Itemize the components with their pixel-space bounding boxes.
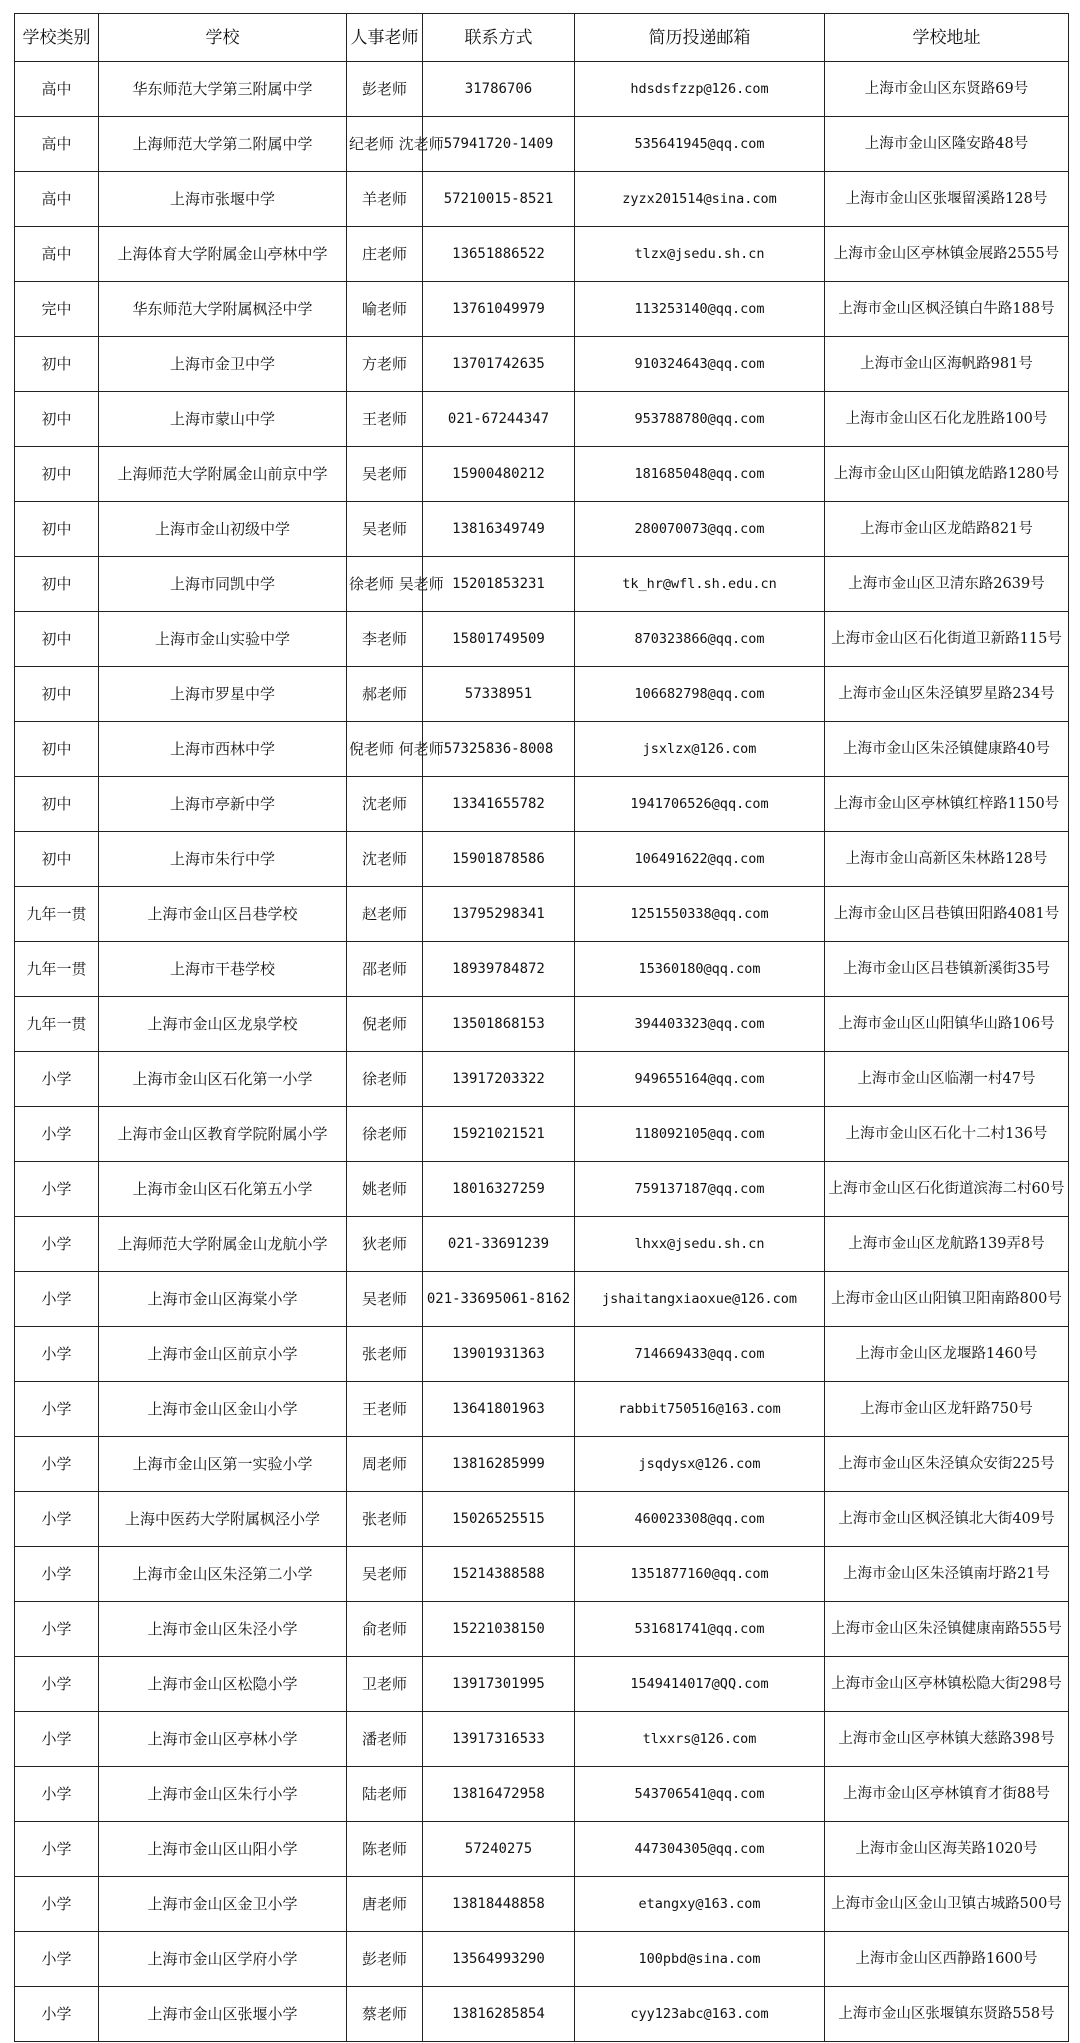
- resume-email-cell: jshaitangxiaoxue@126.com: [575, 1272, 825, 1327]
- school-type-cell: 小学: [15, 1107, 99, 1162]
- school-name-cell: 上海市金山区海棠小学: [99, 1272, 347, 1327]
- school-address-cell: 上海市金山区山阳镇卫阳南路800号: [825, 1272, 1069, 1327]
- school-address-cell: 上海市金山区石化十二村136号: [825, 1107, 1069, 1162]
- school-name-cell: 上海市金山实验中学: [99, 612, 347, 667]
- school-type-cell: 小学: [15, 1052, 99, 1107]
- school-type-cell: 小学: [15, 1822, 99, 1877]
- resume-email-cell: etangxy@163.com: [575, 1877, 825, 1932]
- school-type-cell: 小学: [15, 1437, 99, 1492]
- school-name-cell: 上海市金山区张堰小学: [99, 1987, 347, 2042]
- table-row: [15, 447, 1069, 502]
- resume-email-cell: jsqdysx@126.com: [575, 1437, 825, 1492]
- school-name-cell: 上海市同凯中学: [99, 557, 347, 612]
- resume-email-cell: cyy123abc@163.com: [575, 1987, 825, 2042]
- header-hr-teacher: 人事老师: [347, 14, 423, 62]
- hr-teacher-cell: 倪老师: [347, 997, 423, 1052]
- school-name-cell: 上海市金山区龙泉学校: [99, 997, 347, 1052]
- hr-teacher-cell: 纪老师 沈老师: [347, 117, 423, 172]
- hr-teacher-cell: 王老师: [347, 1382, 423, 1437]
- school-address-cell: 上海市金山区东贤路69号: [825, 62, 1069, 117]
- hr-teacher-cell: 倪老师 何老师: [347, 722, 423, 777]
- table-row: [15, 832, 1069, 887]
- contact-phone-cell: 13816285854: [423, 1987, 575, 2042]
- school-type-cell: 小学: [15, 1492, 99, 1547]
- table-row: [15, 777, 1069, 832]
- school-address-cell: 上海市金山区海帆路981号: [825, 337, 1069, 392]
- school-name-cell: 上海市金山区亭林小学: [99, 1712, 347, 1767]
- school-address-cell: 上海市金山区亭林镇金展路2555号: [825, 227, 1069, 282]
- resume-email-cell: 953788780@qq.com: [575, 392, 825, 447]
- table-row: [15, 557, 1069, 612]
- school-address-cell: 上海市金山区龙航路139弄8号: [825, 1217, 1069, 1272]
- hr-teacher-cell: 周老师: [347, 1437, 423, 1492]
- school-name-cell: 上海市金山区第一实验小学: [99, 1437, 347, 1492]
- school-address-cell: 上海市金山区龙皓路821号: [825, 502, 1069, 557]
- contact-phone-cell: 31786706: [423, 62, 575, 117]
- school-name-cell: 上海市张堰中学: [99, 172, 347, 227]
- resume-email-cell: 1549414017@QQ.com: [575, 1657, 825, 1712]
- school-name-cell: 上海中医药大学附属枫泾小学: [99, 1492, 347, 1547]
- hr-teacher-cell: 陈老师: [347, 1822, 423, 1877]
- school-address-cell: 上海市金山区朱泾镇健康南路555号: [825, 1602, 1069, 1657]
- table-row: [15, 392, 1069, 447]
- table-row: [15, 1327, 1069, 1382]
- school-type-cell: 九年一贯: [15, 942, 99, 997]
- hr-teacher-cell: 李老师: [347, 612, 423, 667]
- contact-phone-cell: 13651886522: [423, 227, 575, 282]
- contact-phone-cell: 13816472958: [423, 1767, 575, 1822]
- contact-phone-cell: 13564993290: [423, 1932, 575, 1987]
- hr-teacher-cell: 卫老师: [347, 1657, 423, 1712]
- hr-teacher-cell: 姚老师: [347, 1162, 423, 1217]
- school-name-cell: 上海市金山区教育学院附属小学: [99, 1107, 347, 1162]
- resume-email-cell: 15360180@qq.com: [575, 942, 825, 997]
- school-name-cell: 上海市金山区朱行小学: [99, 1767, 347, 1822]
- school-address-cell: 上海市金山区山阳镇华山路106号: [825, 997, 1069, 1052]
- table-body: [15, 62, 1069, 2042]
- table-row: [15, 1052, 1069, 1107]
- contact-phone-cell: 13917316533: [423, 1712, 575, 1767]
- table-row: [15, 337, 1069, 392]
- table-row: [15, 282, 1069, 337]
- contact-phone-cell: 13816349749: [423, 502, 575, 557]
- school-type-cell: 完中: [15, 282, 99, 337]
- resume-email-cell: jsxlzx@126.com: [575, 722, 825, 777]
- school-type-cell: 初中: [15, 447, 99, 502]
- school-name-cell: 上海市亭新中学: [99, 777, 347, 832]
- school-type-cell: 小学: [15, 1382, 99, 1437]
- resume-email-cell: tlzx@jsedu.sh.cn: [575, 227, 825, 282]
- resume-email-cell: tlxxrs@126.com: [575, 1712, 825, 1767]
- header-school-type: 学校类别: [15, 14, 99, 62]
- school-type-cell: 初中: [15, 667, 99, 722]
- school-name-cell: 上海师范大学附属金山龙航小学: [99, 1217, 347, 1272]
- resume-email-cell: 535641945@qq.com: [575, 117, 825, 172]
- contact-phone-cell: 18016327259: [423, 1162, 575, 1217]
- header-resume-email: 简历投递邮箱: [575, 14, 825, 62]
- contact-phone-cell: 13901931363: [423, 1327, 575, 1382]
- school-type-cell: 高中: [15, 172, 99, 227]
- school-type-cell: 小学: [15, 1602, 99, 1657]
- school-contact-table: [14, 13, 1069, 2042]
- school-address-cell: 上海市金山区隆安路48号: [825, 117, 1069, 172]
- resume-email-cell: 181685048@qq.com: [575, 447, 825, 502]
- school-name-cell: 上海市金山区吕巷学校: [99, 887, 347, 942]
- school-type-cell: 高中: [15, 117, 99, 172]
- school-type-cell: 九年一贯: [15, 997, 99, 1052]
- school-type-cell: 小学: [15, 1162, 99, 1217]
- school-name-cell: 上海师范大学附属金山前京中学: [99, 447, 347, 502]
- hr-teacher-cell: 狄老师: [347, 1217, 423, 1272]
- resume-email-cell: 460023308@qq.com: [575, 1492, 825, 1547]
- school-address-cell: 上海市金山区枫泾镇北大街409号: [825, 1492, 1069, 1547]
- school-address-cell: 上海市金山区朱泾镇南圩路21号: [825, 1547, 1069, 1602]
- school-name-cell: 华东师范大学附属枫泾中学: [99, 282, 347, 337]
- table-row: [15, 667, 1069, 722]
- hr-teacher-cell: 方老师: [347, 337, 423, 392]
- contact-phone-cell: 57240275: [423, 1822, 575, 1877]
- table-row: [15, 1547, 1069, 1602]
- resume-email-cell: 106682798@qq.com: [575, 667, 825, 722]
- school-name-cell: 上海市金山区石化第五小学: [99, 1162, 347, 1217]
- school-name-cell: 上海体育大学附属金山亭林中学: [99, 227, 347, 282]
- school-address-cell: 上海市金山区吕巷镇新溪街35号: [825, 942, 1069, 997]
- contact-phone-cell: 57325836-8008: [423, 722, 575, 777]
- hr-teacher-cell: 徐老师: [347, 1052, 423, 1107]
- contact-phone-cell: 15201853231: [423, 557, 575, 612]
- contact-phone-cell: 15921021521: [423, 1107, 575, 1162]
- table-row: [15, 1987, 1069, 2042]
- hr-teacher-cell: 俞老师: [347, 1602, 423, 1657]
- table-row: [15, 1932, 1069, 1987]
- resume-email-cell: 910324643@qq.com: [575, 337, 825, 392]
- contact-phone-cell: 15214388588: [423, 1547, 575, 1602]
- table-row: [15, 1382, 1069, 1437]
- resume-email-cell: 759137187@qq.com: [575, 1162, 825, 1217]
- school-name-cell: 上海市金山初级中学: [99, 502, 347, 557]
- resume-email-cell: 870323866@qq.com: [575, 612, 825, 667]
- school-address-cell: 上海市金山区吕巷镇田阳路4081号: [825, 887, 1069, 942]
- resume-email-cell: 1351877160@qq.com: [575, 1547, 825, 1602]
- school-type-cell: 小学: [15, 1272, 99, 1327]
- hr-teacher-cell: 沈老师: [347, 777, 423, 832]
- resume-email-cell: 100pbd@sina.com: [575, 1932, 825, 1987]
- school-type-cell: 初中: [15, 337, 99, 392]
- resume-email-cell: tk_hr@wfl.sh.edu.cn: [575, 557, 825, 612]
- table-row: [15, 1107, 1069, 1162]
- hr-teacher-cell: 潘老师: [347, 1712, 423, 1767]
- school-name-cell: 上海市金山区松隐小学: [99, 1657, 347, 1712]
- contact-phone-cell: 15801749509: [423, 612, 575, 667]
- hr-teacher-cell: 喻老师: [347, 282, 423, 337]
- school-type-cell: 初中: [15, 612, 99, 667]
- header-school-address: 学校地址: [825, 14, 1069, 62]
- contact-phone-cell: 021-33695061-8162: [423, 1272, 575, 1327]
- school-type-cell: 小学: [15, 1877, 99, 1932]
- hr-teacher-cell: 张老师: [347, 1327, 423, 1382]
- school-address-cell: 上海市金山区石化街道卫新路115号: [825, 612, 1069, 667]
- hr-teacher-cell: 庄老师: [347, 227, 423, 282]
- school-type-cell: 小学: [15, 1987, 99, 2042]
- resume-email-cell: 531681741@qq.com: [575, 1602, 825, 1657]
- resume-email-cell: 113253140@qq.com: [575, 282, 825, 337]
- school-address-cell: 上海市金山区临潮一村47号: [825, 1052, 1069, 1107]
- table-row: [15, 1657, 1069, 1712]
- school-name-cell: 上海师范大学第二附属中学: [99, 117, 347, 172]
- contact-phone-cell: 13701742635: [423, 337, 575, 392]
- table-row: [15, 1217, 1069, 1272]
- contact-phone-cell: 13917203322: [423, 1052, 575, 1107]
- school-name-cell: 上海市干巷学校: [99, 942, 347, 997]
- resume-email-cell: 714669433@qq.com: [575, 1327, 825, 1382]
- resume-email-cell: 118092105@qq.com: [575, 1107, 825, 1162]
- school-address-cell: 上海市金山区亭林镇红梓路1150号: [825, 777, 1069, 832]
- school-name-cell: 上海市金山区朱泾小学: [99, 1602, 347, 1657]
- table-row: [15, 722, 1069, 777]
- table-row: [15, 1877, 1069, 1932]
- school-name-cell: 上海市蒙山中学: [99, 392, 347, 447]
- school-address-cell: 上海市金山区亭林镇松隐大街298号: [825, 1657, 1069, 1712]
- school-address-cell: 上海市金山区金山卫镇古城路500号: [825, 1877, 1069, 1932]
- school-type-cell: 初中: [15, 502, 99, 557]
- contact-phone-cell: 13501868153: [423, 997, 575, 1052]
- table-row: [15, 1492, 1069, 1547]
- table-row: [15, 942, 1069, 997]
- hr-teacher-cell: 蔡老师: [347, 1987, 423, 2042]
- school-type-cell: 高中: [15, 227, 99, 282]
- resume-email-cell: hdsdsfzzp@126.com: [575, 62, 825, 117]
- school-name-cell: 上海市朱行中学: [99, 832, 347, 887]
- table-row: [15, 227, 1069, 282]
- contact-phone-cell: 13917301995: [423, 1657, 575, 1712]
- hr-teacher-cell: 赵老师: [347, 887, 423, 942]
- school-name-cell: 上海市西林中学: [99, 722, 347, 777]
- resume-email-cell: 280070073@qq.com: [575, 502, 825, 557]
- contact-phone-cell: 57338951: [423, 667, 575, 722]
- hr-teacher-cell: 彭老师: [347, 1932, 423, 1987]
- hr-teacher-cell: 吴老师: [347, 1547, 423, 1602]
- resume-email-cell: rabbit750516@163.com: [575, 1382, 825, 1437]
- hr-teacher-cell: 吴老师: [347, 1272, 423, 1327]
- school-address-cell: 上海市金山区枫泾镇白牛路188号: [825, 282, 1069, 337]
- hr-teacher-cell: 徐老师 吴老师: [347, 557, 423, 612]
- school-type-cell: 小学: [15, 1932, 99, 1987]
- school-name-cell: 上海市金山区金山小学: [99, 1382, 347, 1437]
- school-type-cell: 小学: [15, 1712, 99, 1767]
- contact-phone-cell: 57941720-1409: [423, 117, 575, 172]
- contact-phone-cell: 13761049979: [423, 282, 575, 337]
- school-address-cell: 上海市金山区龙轩路750号: [825, 1382, 1069, 1437]
- contact-phone-cell: 13818448858: [423, 1877, 575, 1932]
- contact-phone-cell: 021-67244347: [423, 392, 575, 447]
- school-name-cell: 上海市金山区石化第一小学: [99, 1052, 347, 1107]
- hr-teacher-cell: 张老师: [347, 1492, 423, 1547]
- school-name-cell: 上海市金卫中学: [99, 337, 347, 392]
- school-name-cell: 华东师范大学第三附属中学: [99, 62, 347, 117]
- school-address-cell: 上海市金山区张堰镇东贤路558号: [825, 1987, 1069, 2042]
- table-row: [15, 117, 1069, 172]
- school-type-cell: 高中: [15, 62, 99, 117]
- school-address-cell: 上海市金山区西静路1600号: [825, 1932, 1069, 1987]
- contact-phone-cell: 13795298341: [423, 887, 575, 942]
- resume-email-cell: zyzx201514@sina.com: [575, 172, 825, 227]
- school-name-cell: 上海市罗星中学: [99, 667, 347, 722]
- contact-phone-cell: 15026525515: [423, 1492, 575, 1547]
- school-name-cell: 上海市金山区学府小学: [99, 1932, 347, 1987]
- school-type-cell: 九年一贯: [15, 887, 99, 942]
- contact-phone-cell: 57210015-8521: [423, 172, 575, 227]
- table-row: [15, 997, 1069, 1052]
- school-type-cell: 小学: [15, 1657, 99, 1712]
- table-row: [15, 887, 1069, 942]
- header-school: 学校: [99, 14, 347, 62]
- school-address-cell: 上海市金山区亭林镇育才街88号: [825, 1767, 1069, 1822]
- table-row: [15, 502, 1069, 557]
- resume-email-cell: 1941706526@qq.com: [575, 777, 825, 832]
- school-address-cell: 上海市金山区朱泾镇健康路40号: [825, 722, 1069, 777]
- table-row: [15, 1437, 1069, 1492]
- school-name-cell: 上海市金山区前京小学: [99, 1327, 347, 1382]
- hr-teacher-cell: 徐老师: [347, 1107, 423, 1162]
- header-row: [15, 14, 1069, 62]
- header-contact: 联系方式: [423, 14, 575, 62]
- school-address-cell: 上海市金山区海芙路1020号: [825, 1822, 1069, 1877]
- school-address-cell: 上海市金山区张堰留溪路128号: [825, 172, 1069, 227]
- resume-email-cell: lhxx@jsedu.sh.cn: [575, 1217, 825, 1272]
- school-type-cell: 小学: [15, 1217, 99, 1272]
- hr-teacher-cell: 王老师: [347, 392, 423, 447]
- school-address-cell: 上海市金山高新区朱林路128号: [825, 832, 1069, 887]
- resume-email-cell: 106491622@qq.com: [575, 832, 825, 887]
- table-row: [15, 1602, 1069, 1657]
- hr-teacher-cell: 邵老师: [347, 942, 423, 997]
- resume-email-cell: 949655164@qq.com: [575, 1052, 825, 1107]
- table-row: [15, 1822, 1069, 1877]
- contact-phone-cell: 13816285999: [423, 1437, 575, 1492]
- resume-email-cell: 543706541@qq.com: [575, 1767, 825, 1822]
- school-type-cell: 初中: [15, 392, 99, 447]
- hr-teacher-cell: 陆老师: [347, 1767, 423, 1822]
- contact-phone-cell: 18939784872: [423, 942, 575, 997]
- table-row: [15, 1767, 1069, 1822]
- table-row: [15, 1272, 1069, 1327]
- resume-email-cell: 394403323@qq.com: [575, 997, 825, 1052]
- school-type-cell: 小学: [15, 1767, 99, 1822]
- table-row: [15, 172, 1069, 227]
- school-type-cell: 小学: [15, 1327, 99, 1382]
- school-address-cell: 上海市金山区石化街道滨海二村60号: [825, 1162, 1069, 1217]
- school-type-cell: 初中: [15, 722, 99, 777]
- hr-teacher-cell: 吴老师: [347, 447, 423, 502]
- hr-teacher-cell: 郝老师: [347, 667, 423, 722]
- table-row: [15, 612, 1069, 667]
- school-address-cell: 上海市金山区石化龙胜路100号: [825, 392, 1069, 447]
- school-address-cell: 上海市金山区朱泾镇罗星路234号: [825, 667, 1069, 722]
- school-type-cell: 初中: [15, 777, 99, 832]
- table-row: [15, 1162, 1069, 1217]
- table-row: [15, 1712, 1069, 1767]
- contact-phone-cell: 13341655782: [423, 777, 575, 832]
- table-row: [15, 62, 1069, 117]
- hr-teacher-cell: 吴老师: [347, 502, 423, 557]
- school-name-cell: 上海市金山区山阳小学: [99, 1822, 347, 1877]
- contact-phone-cell: 15900480212: [423, 447, 575, 502]
- contact-phone-cell: 13641801963: [423, 1382, 575, 1437]
- school-name-cell: 上海市金山区朱泾第二小学: [99, 1547, 347, 1602]
- school-address-cell: 上海市金山区山阳镇龙皓路1280号: [825, 447, 1069, 502]
- school-type-cell: 初中: [15, 832, 99, 887]
- hr-teacher-cell: 沈老师: [347, 832, 423, 887]
- resume-email-cell: 1251550338@qq.com: [575, 887, 825, 942]
- school-type-cell: 小学: [15, 1547, 99, 1602]
- school-type-cell: 初中: [15, 557, 99, 612]
- hr-teacher-cell: 唐老师: [347, 1877, 423, 1932]
- contact-phone-cell: 15221038150: [423, 1602, 575, 1657]
- contact-phone-cell: 021-33691239: [423, 1217, 575, 1272]
- school-address-cell: 上海市金山区朱泾镇众安街225号: [825, 1437, 1069, 1492]
- school-address-cell: 上海市金山区卫清东路2639号: [825, 557, 1069, 612]
- hr-teacher-cell: 彭老师: [347, 62, 423, 117]
- resume-email-cell: 447304305@qq.com: [575, 1822, 825, 1877]
- school-name-cell: 上海市金山区金卫小学: [99, 1877, 347, 1932]
- school-address-cell: 上海市金山区亭林镇大慈路398号: [825, 1712, 1069, 1767]
- contact-phone-cell: 15901878586: [423, 832, 575, 887]
- school-address-cell: 上海市金山区龙堰路1460号: [825, 1327, 1069, 1382]
- hr-teacher-cell: 羊老师: [347, 172, 423, 227]
